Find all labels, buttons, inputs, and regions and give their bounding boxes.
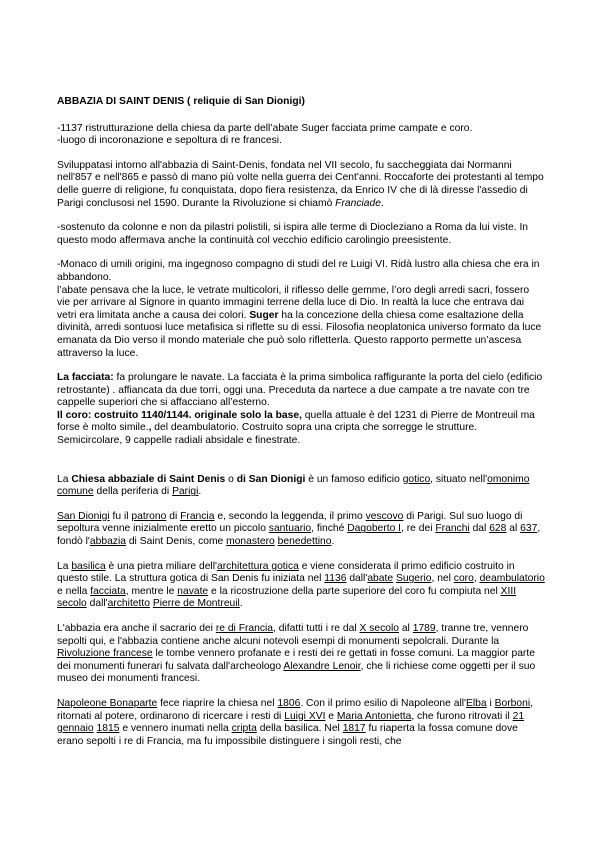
link-vescovo[interactable]: vescovo (365, 510, 404, 522)
link-21-gennaio[interactable]: 21 gennaio (57, 710, 525, 735)
link-628[interactable]: 628 (489, 523, 507, 535)
link-xiii-secolo[interactable]: XIII secolo (57, 585, 517, 610)
link-napoleone[interactable]: Napoleone Bonaparte (57, 697, 158, 709)
link-sugerio[interactable]: Sugerio (395, 573, 432, 585)
link-borboni[interactable]: Borboni (494, 697, 531, 709)
link-alexandre-lenoir[interactable]: Alexandre Lenoir (283, 660, 361, 672)
link-dagoberto[interactable]: Dagoberto I (347, 523, 402, 535)
link-re-di-francia[interactable]: re di Francia (215, 623, 274, 634)
history-paragraph: Sviluppatasi intorno all'abbazia di Saint-Denis, fondata nel VII secolo, fu saccheggiata dai Normanni nell'857 e nell'865 e passò di mano più volte nella guerra dei Cent'anni. Roccaforte dei protestanti al tempo delle guerre di religione, fu conquistata, dopo fiera resistenza, da Enrico IV che di là diresse l'assedio di Parigi conclusosi nel 1590. Durante la Rivoluzione si chiamò Franciade. (57, 159, 544, 209)
link-basilica[interactable]: basilica (71, 560, 106, 572)
link-elba[interactable]: Elba (465, 697, 487, 709)
link-637[interactable]: 637 (520, 523, 538, 535)
link-parigi[interactable]: Parigi (172, 486, 199, 498)
intro-line-2: -luogo di incoronazione e sepoltura di re francesi. (57, 135, 282, 147)
link-maria-antonietta[interactable]: Maria Antonietta (336, 710, 412, 722)
link-architettura-gotica[interactable]: architettura gotica (216, 560, 299, 572)
document-page (57, 96, 545, 748)
link-architetto[interactable]: architetto (107, 598, 150, 610)
wiki-sacrario-paragraph: L'abbazia era anche il sacrario dei re di Francia, difatti tutti i re dal X secolo al 1789, tranne tre, vennero sepolti qui, e l'abbazia contiene anche alcuni notevoli esempi di monumenti sepolcrali. Durante la Rivoluzione francese le tombe vennero profanate e i resti dei re gettati in fosse comuni. La maggior parte dei monumenti funerari fu salvata dall'archeologo Alexandre Lenoir, che li richiese come oggetti per il suo museo dei monumenti francesi. (57, 623, 536, 685)
link-1815[interactable]: 1815 (96, 723, 120, 735)
link-patrono[interactable]: patrono (131, 510, 167, 522)
link-1136[interactable]: 1136 (324, 573, 347, 585)
link-cripta[interactable]: cripta (231, 723, 257, 735)
wiki-intro-paragraph: La Chiesa abbaziale di Saint Denis o di San Dionigi è un famoso edificio gotico, situato nell'omonimo comune della periferia di Parigi. (57, 473, 530, 498)
link-omonimo-comune[interactable]: omonimo comune (57, 473, 530, 498)
link-1806[interactable]: 1806 (277, 697, 301, 709)
link-monastero[interactable]: monastero (226, 536, 275, 548)
link-gotico[interactable]: gotico (402, 473, 431, 485)
link-coro[interactable]: coro (453, 573, 474, 585)
link-santuario[interactable]: santuario (268, 523, 312, 535)
link-benedettino[interactable]: benedettino (277, 536, 332, 548)
intro-line-1: -1137 ristrutturazione della chiesa da parte dell’abate Suger facciata prime campate e coro. (57, 122, 473, 134)
wiki-basilica-paragraph: La basilica è una pietra miliare dell'architettura gotica e viene considerata il primo edificio costruito in questo stile. La struttura gotica di San Denis fu iniziata nel 1136 dall'abate Sugerio, nel coro, deambulatorio e nella facciata, mentre le navate e la ricostruzione della parte superiore del coro fu compiuta nel XIII secolo dall'architetto Pierre de Montreuil. (57, 560, 545, 610)
link-luigi-xvi[interactable]: Luigi XVI (284, 710, 326, 722)
columns-paragraph: -sostenuto da colonne e non da pilastri polistili, si ispira alle terme di Diocleziano a Roma da lui viste. In questo modo affermava anche la continuità col vecchio edificio carolingio preesistente. (57, 222, 529, 246)
facade-paragraph: La facciata: fa prolungare le navate. La facciata è la prima simbolica raffigurante la porta del cielo (edificio retrostante) . affiancata da due torri, oggi una. Preceduta da nartece a due campate a tre navate con tre cappelle superiori che si affacciano all’esterno. (57, 372, 543, 409)
wiki-dionigi-paragraph: San Dionigi fu il patrono di Francia e, secondo la leggenda, il primo vescovo di Parigi. Sul suo luogo di sepoltura venne inizialmente eretto un piccolo santuario, finché Dagoberto I, re dei Franchi dal 628 al 637, fondò l'abbazia di Saint Denis, come monastero benedettino. (57, 510, 541, 548)
link-1817[interactable]: 1817 (342, 723, 366, 735)
link-francia[interactable]: Francia (180, 510, 215, 522)
light-paragraph: l’abate pensava che la luce, le vetrate multicolori, il riflesso delle gemme, l’oro degli arredi sacri, fossero vie per arrivare al Signore in quanto immagini terrene della luce di Dio. In realtà la luce che entrava dai vetri era limitata anche a causa dei colori. Suger ha la concezione della chiesa come esaltazione della divinità, arredi sontuosi luce metafisica si riflette su di essi. Filosofia neoplatonica universo formato da luce emanata da Dio verso il mondo materiale che può solo rifletterla. Questo rapporto permette un’ascesa attraverso la luce. (57, 284, 542, 359)
monk-line: -Monaco di umili origini, ma ingegnoso compagno di studi del re Luigi VI. Ridà lustro alla chiesa che era in abbandono. (57, 259, 540, 283)
link-1789[interactable]: 1789 (412, 623, 436, 634)
link-abate[interactable]: abate (367, 573, 394, 585)
link-pierre-de-montreuil[interactable]: Pierre de Montreuil (152, 598, 240, 610)
link-san-dionigi[interactable]: San Dionigi (57, 510, 110, 522)
link-rivoluzione-francese[interactable]: Rivoluzione francese (57, 648, 153, 660)
document-title: ABBAZIA DI SAINT DENIS ( reliquie di San Dionigi) (57, 96, 305, 107)
link-deambulatorio[interactable]: deambulatorio (479, 573, 545, 585)
link-x-secolo[interactable]: X secolo (359, 623, 399, 634)
link-abbazia[interactable]: abbazia (89, 536, 126, 548)
choir-paragraph: Il coro: costruito 1140/1144. originale solo la base, quella attuale è del 1231 di Pierre de Montreuil ma forse è molto simile., del deambulatorio. Costruito sopra una cripta che sorregge le strutture. Semicircolare, 9 cappelle radiali absidale e finestrate. (57, 409, 535, 447)
link-navate[interactable]: navate (177, 585, 209, 597)
link-franchi[interactable]: Franchi (435, 523, 470, 535)
link-facciata[interactable]: facciata (90, 585, 126, 597)
wiki-napoleone-paragraph: Napoleone Bonaparte fece riaprire la chiesa nel 1806. Con il primo esilio di Napoleone all'Elba i Borboni, ritornati al potere, ordinarono di ricercare i resti di Luigi XVI e Maria Antonietta, che furono ritrovati il 21 gennaio 1815 e vennero inumati nella cripta della basilica. Nel 1817 fu riaperta la fossa comune dove erano sepolti i re di Francia, ma fu impossibile distinguere i singoli resti, che (57, 697, 533, 747)
